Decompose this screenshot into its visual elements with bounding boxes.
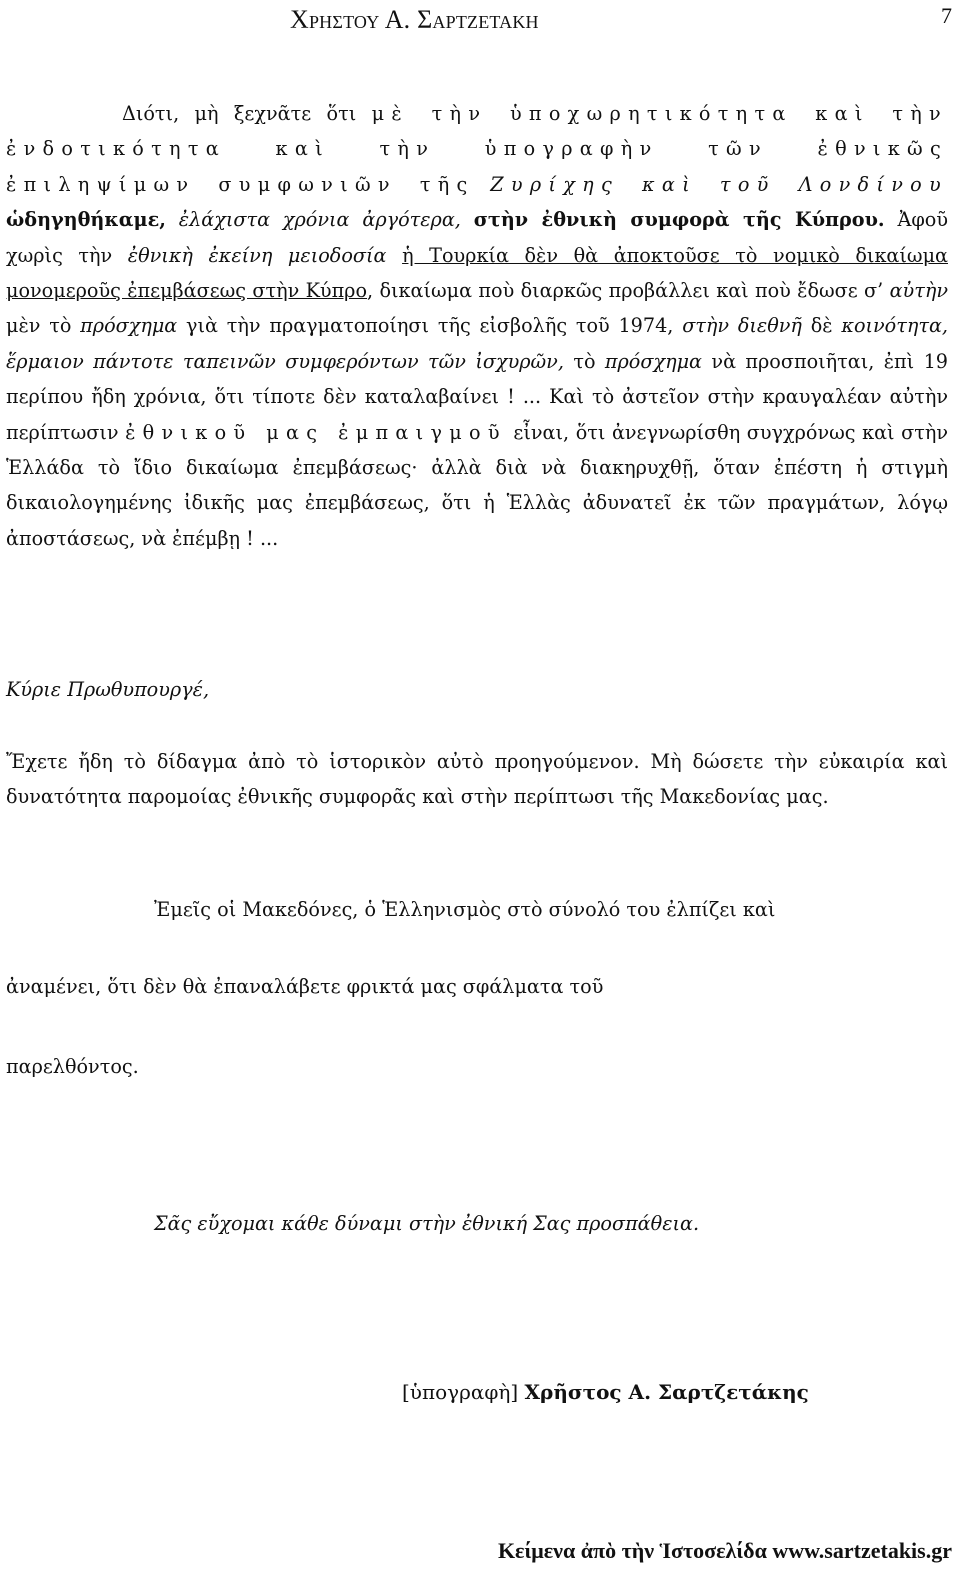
page-header xyxy=(0,3,960,39)
main-text xyxy=(6,96,948,556)
paragraph-hope-line-1: Ἐμεῖς οἱ Μακεδόνες, ὁ Ἑλληνισμὸς στὸ σύνολό του ἐλπίζει καὶ xyxy=(154,898,776,921)
closing-wish: Σᾶς εὔχομαι κάθε δύναμι στὴν ἐθνική Σας προσπάθεια. xyxy=(154,1212,700,1235)
paragraph-cyprus xyxy=(6,96,948,556)
text-run: μὲν τὸ xyxy=(6,314,81,338)
italic-text: κοινότητα, ἕρμαιον πάντοτε ταπεινῶν συμφερόντων τῶν ἰσχυρῶν, xyxy=(6,314,949,373)
text-run xyxy=(461,208,474,231)
spaced-italic-text: Ζυρίχης καὶ τοῦ Λονδίνου xyxy=(490,172,948,196)
paragraph-hope-line-2: ἀναμένει, ὅτι δὲν θὰ ἐπαναλάβετε φρικτά μας σφάλματα τοῦ xyxy=(6,975,604,998)
italic-text: πρόσχημα xyxy=(604,349,702,373)
text-run xyxy=(166,208,179,231)
signature xyxy=(402,1380,809,1404)
spaced-text: μὲ τὴν ὑποχωρητικότητα καὶ τὴν ἐνδοτικότητα καὶ τὴν ὑπογραφὴν τῶν ἐθνικῶς ἐπιληψίμων συμφωνιῶν τῆς xyxy=(6,102,948,196)
spaced-text: ἐθνικοῦ μας ἐμπαιγμοῦ xyxy=(125,420,507,444)
bold-text: ὡδηγηθήκαμε, xyxy=(6,208,166,232)
italic-text: αὐτὴν xyxy=(889,279,948,303)
text-run: γιὰ τὴν πραγματοποίησι τῆς εἰσβολῆς τοῦ 1974, xyxy=(177,314,683,338)
salutation: Κύριε Πρωθυπουργέ, xyxy=(6,678,210,701)
text-run: Διότι, μὴ ξεχνᾶτε ὅτι xyxy=(122,102,372,125)
signature-name: Χρῆστος Α. Σαρτζετάκης xyxy=(524,1380,809,1404)
italic-text: ἐλάχιστα χρόνια ἀργότερα, xyxy=(178,208,461,232)
italic-text: ἐθνικὴ ἐκείνη μειοδοσία xyxy=(127,243,387,267)
paragraph-hope-line-3: παρελθόντος. xyxy=(6,1055,139,1078)
signature-note: [ὑπογραφὴ] xyxy=(402,1380,519,1404)
text-run: , δικαίωμα ποὺ διαρκῶς προβάλλει καὶ ποὺ ἔδωσε σ’ xyxy=(367,279,890,303)
text-run: τὸ xyxy=(563,349,605,373)
text-run: εἶναι, ὅτι ἀνεγνωρίσθη συγχρόνως καὶ στὴν Ἑλλάδα τὸ ἴδιο δικαίωμα ἐπεμβάσεως· ἀλλὰ διὰ νὰ διακηρυχθῇ, ὅταν ἐπέστη ἡ στιγμὴ δικαιολογημένης ἰδικῆς μας ἐπεμβάσεως, ὅτι ἡ Ἑλλὰς ἀδυνατεῖ ἐκ τῶν πραγμάτων, λόγῳ ἀποστάσεως, νὰ ἐπέμβῃ ! ... xyxy=(6,420,949,550)
page-number: 7 xyxy=(941,3,952,28)
underlined-text: ἡ Τουρκία δὲν θὰ ἀποκτοῦσε τὸ νομικὸ δικαίωμα μονομεροῦς ἐπεμβάσεως στὴν Κύπρο xyxy=(6,243,948,303)
text-run xyxy=(386,244,402,267)
text-run: Ἀφοῦ χωρὶς τὴν xyxy=(6,208,948,267)
header-title: Χρηστου Α. Σαρτζετακη xyxy=(290,5,539,34)
italic-text: πρόσχημα xyxy=(80,314,178,338)
italic-text: στὴν διεθνῆ xyxy=(682,314,802,338)
text-run: νὰ προσποιῆται, ἐπὶ 19 περίπου ἤδη χρόνια, ὅτι τίποτε δὲν καταλαβαίνει ! ... Καὶ τὸ ἀστεῖον στὴν κραυγαλέαν αὐτὴν περίπτωσιν xyxy=(6,349,948,444)
page-footer: Κείμενα ἀπὸ τὴν Ἱστοσελίδα www.sartzetakis.gr xyxy=(497,1538,952,1563)
text-run xyxy=(885,208,898,231)
text-run: δὲ xyxy=(801,314,842,338)
paragraph-macedonia: Ἔχετε ἤδη τὸ δίδαγμα ἀπὸ τὸ ἱστορικὸν αὐτὸ προηγούμενον. Μὴ δώσετε τὴν εὐκαιρία καὶ δυνατότητα παρομοίας ἐθνικῆς συμφορᾶς καὶ στὴν περίπτωσι τῆς Μακεδονίας μας. xyxy=(6,750,948,809)
bold-text: στὴν ἐθνικὴ συμφορὰ τῆς Κύπρου. xyxy=(473,208,885,232)
